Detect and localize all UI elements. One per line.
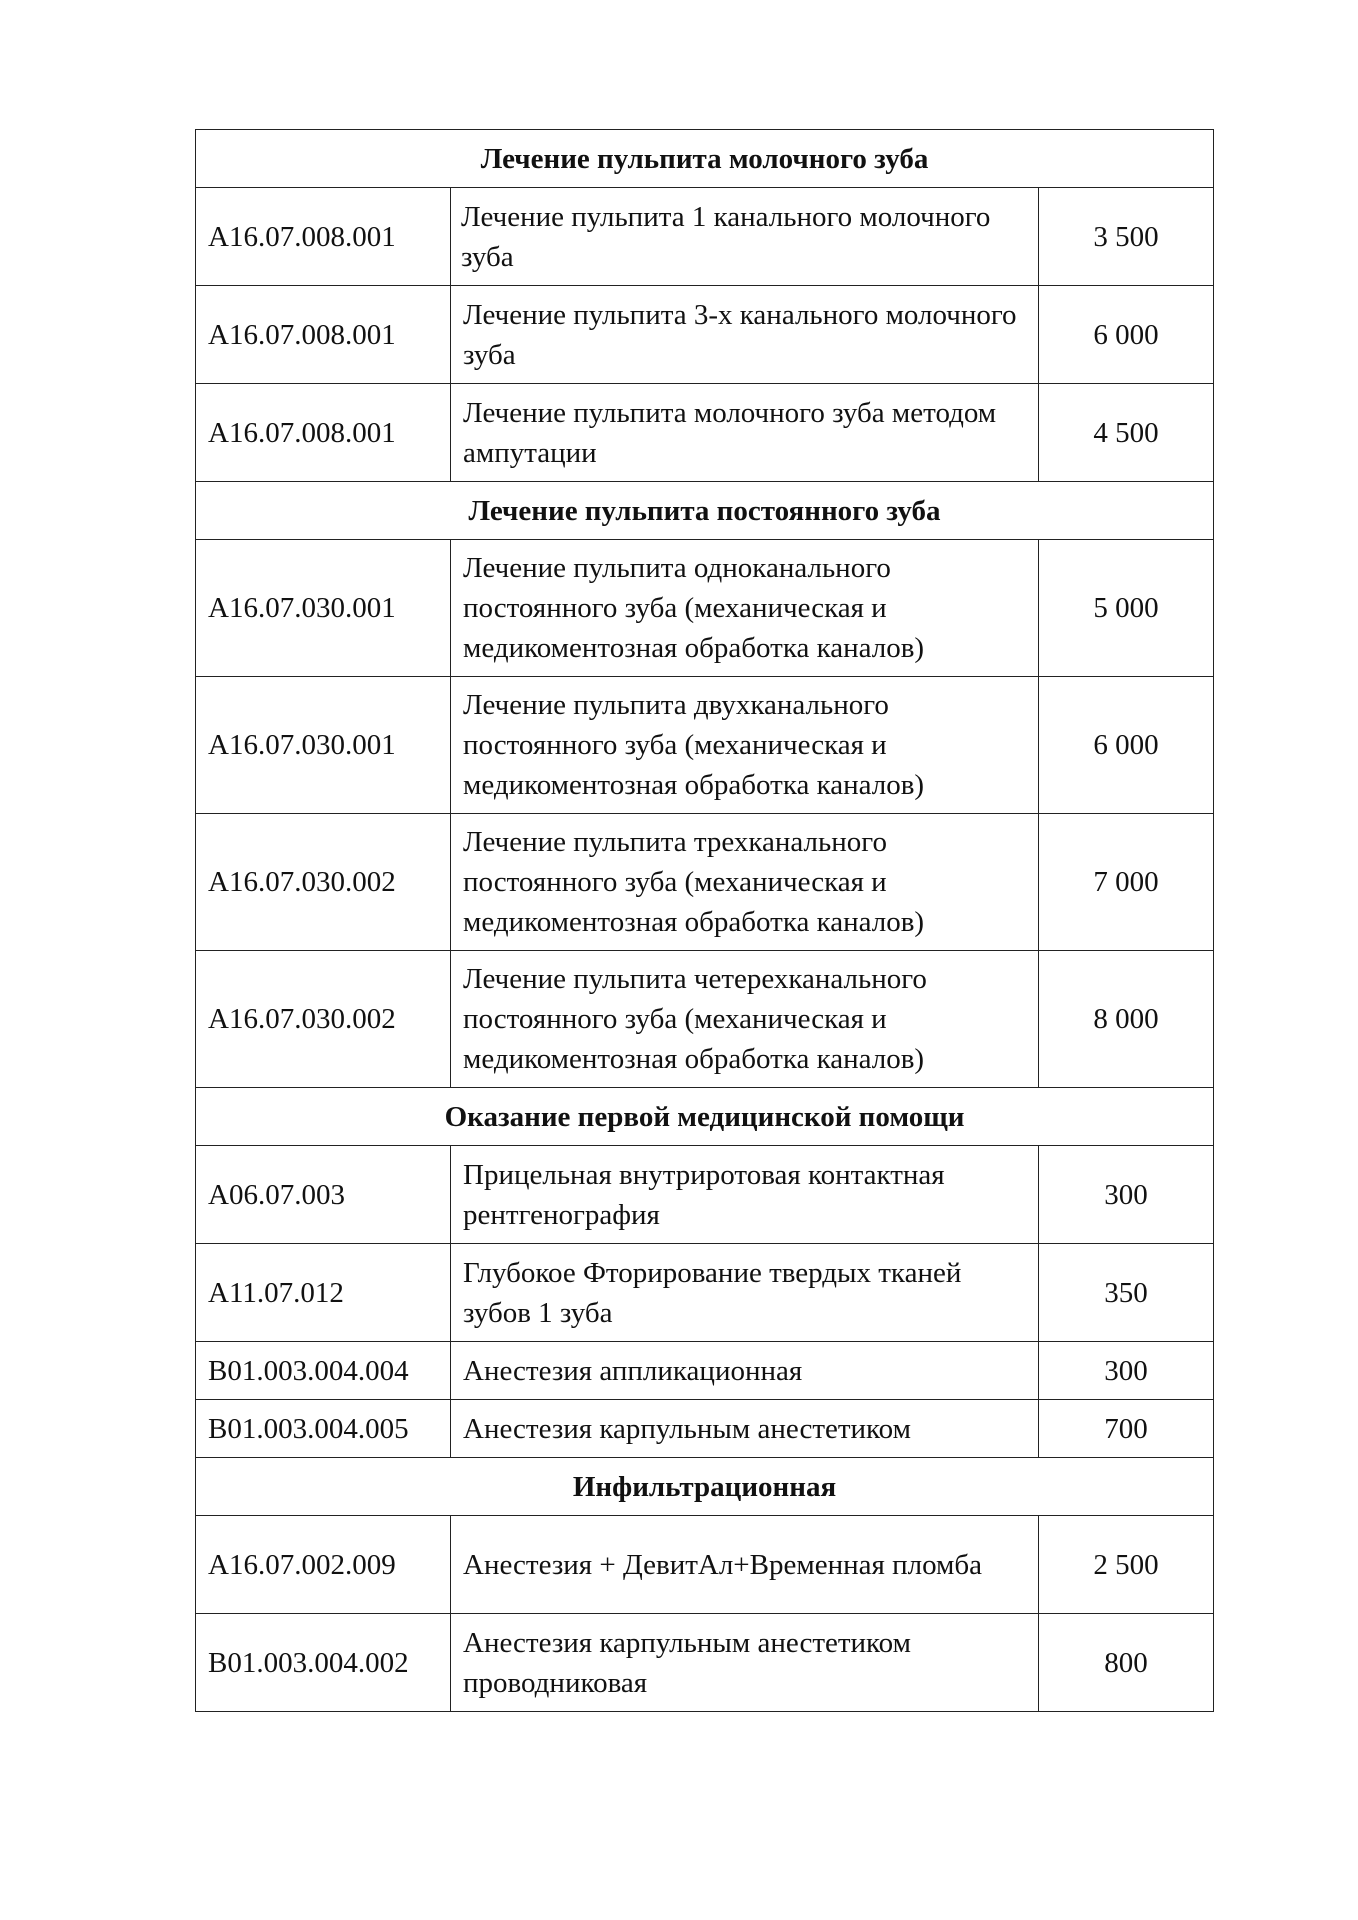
service-description: Лечение пульпита 1 канального молочного зуба — [451, 188, 1039, 286]
service-code: A16.07.030.001 — [196, 677, 451, 814]
service-code: A16.07.030.002 — [196, 814, 451, 951]
section-title: Инфильтрационная — [196, 1458, 1214, 1516]
section-header-row — [196, 130, 1214, 188]
service-description: Лечение пульпита двухканального постоянного зуба (механическая и медикоментозная обработка каналов) — [451, 677, 1039, 814]
table-row — [196, 1244, 1214, 1342]
table-row — [196, 951, 1214, 1088]
service-price: 6 000 — [1039, 286, 1214, 384]
table-row — [196, 1400, 1214, 1458]
service-code: A11.07.012 — [196, 1244, 451, 1342]
service-code: A16.07.002.009 — [196, 1516, 451, 1614]
service-description: Лечение пульпита 3-х канального молочного зуба — [451, 286, 1039, 384]
section-header-row — [196, 1088, 1214, 1146]
service-price: 2 500 — [1039, 1516, 1214, 1614]
service-code: A06.07.003 — [196, 1146, 451, 1244]
service-price: 6 000 — [1039, 677, 1214, 814]
service-price: 8 000 — [1039, 951, 1214, 1088]
service-price: 300 — [1039, 1342, 1214, 1400]
table-row — [196, 188, 1214, 286]
service-code: A16.07.008.001 — [196, 286, 451, 384]
table-body — [196, 130, 1214, 1712]
price-table — [195, 129, 1214, 1712]
service-description: Лечение пульпита молочного зуба методом ампутации — [451, 384, 1039, 482]
service-description: Анестезия карпульным анестетиком проводниковая — [451, 1614, 1039, 1712]
section-title: Оказание первой медицинской помощи — [196, 1088, 1214, 1146]
service-description: Лечение пульпита четерехканального постоянного зуба (механическая и медикоментозная обработка каналов) — [451, 951, 1039, 1088]
section-title: Лечение пульпита постоянного зуба — [196, 482, 1214, 540]
service-price: 800 — [1039, 1614, 1214, 1712]
service-price: 350 — [1039, 1244, 1214, 1342]
service-description: Анестезия + ДевитАл+Временная пломба — [451, 1516, 1039, 1614]
service-description: Анестезия карпульным анестетиком — [451, 1400, 1039, 1458]
service-code: A16.07.030.001 — [196, 540, 451, 677]
service-description: Анестезия аппликационная — [451, 1342, 1039, 1400]
service-description: Глубокое Фторирование твердых тканей зубов 1 зуба — [451, 1244, 1039, 1342]
table-row — [196, 1146, 1214, 1244]
section-title: Лечение пульпита молочного зуба — [196, 130, 1214, 188]
service-code: B01.003.004.002 — [196, 1614, 451, 1712]
service-price: 700 — [1039, 1400, 1214, 1458]
service-code: A16.07.008.001 — [196, 188, 451, 286]
service-description: Лечение пульпита одноканального постоянного зуба (механическая и медикоментозная обработка каналов) — [451, 540, 1039, 677]
table-row — [196, 286, 1214, 384]
section-header-row — [196, 1458, 1214, 1516]
service-price: 7 000 — [1039, 814, 1214, 951]
service-price: 5 000 — [1039, 540, 1214, 677]
service-description: Лечение пульпита трехканального постоянного зуба (механическая и медикоментозная обработка каналов) — [451, 814, 1039, 951]
service-code: A16.07.030.002 — [196, 951, 451, 1088]
service-price: 300 — [1039, 1146, 1214, 1244]
service-code: B01.003.004.005 — [196, 1400, 451, 1458]
table-row — [196, 540, 1214, 677]
table-row — [196, 677, 1214, 814]
table-row — [196, 1342, 1214, 1400]
service-price: 3 500 — [1039, 188, 1214, 286]
service-description: Прицельная внутриротовая контактная рентгенография — [451, 1146, 1039, 1244]
table-row — [196, 814, 1214, 951]
table-row — [196, 384, 1214, 482]
service-price: 4 500 — [1039, 384, 1214, 482]
service-code: A16.07.008.001 — [196, 384, 451, 482]
table-row — [196, 1516, 1214, 1614]
section-header-row — [196, 482, 1214, 540]
table-row — [196, 1614, 1214, 1712]
service-code: B01.003.004.004 — [196, 1342, 451, 1400]
